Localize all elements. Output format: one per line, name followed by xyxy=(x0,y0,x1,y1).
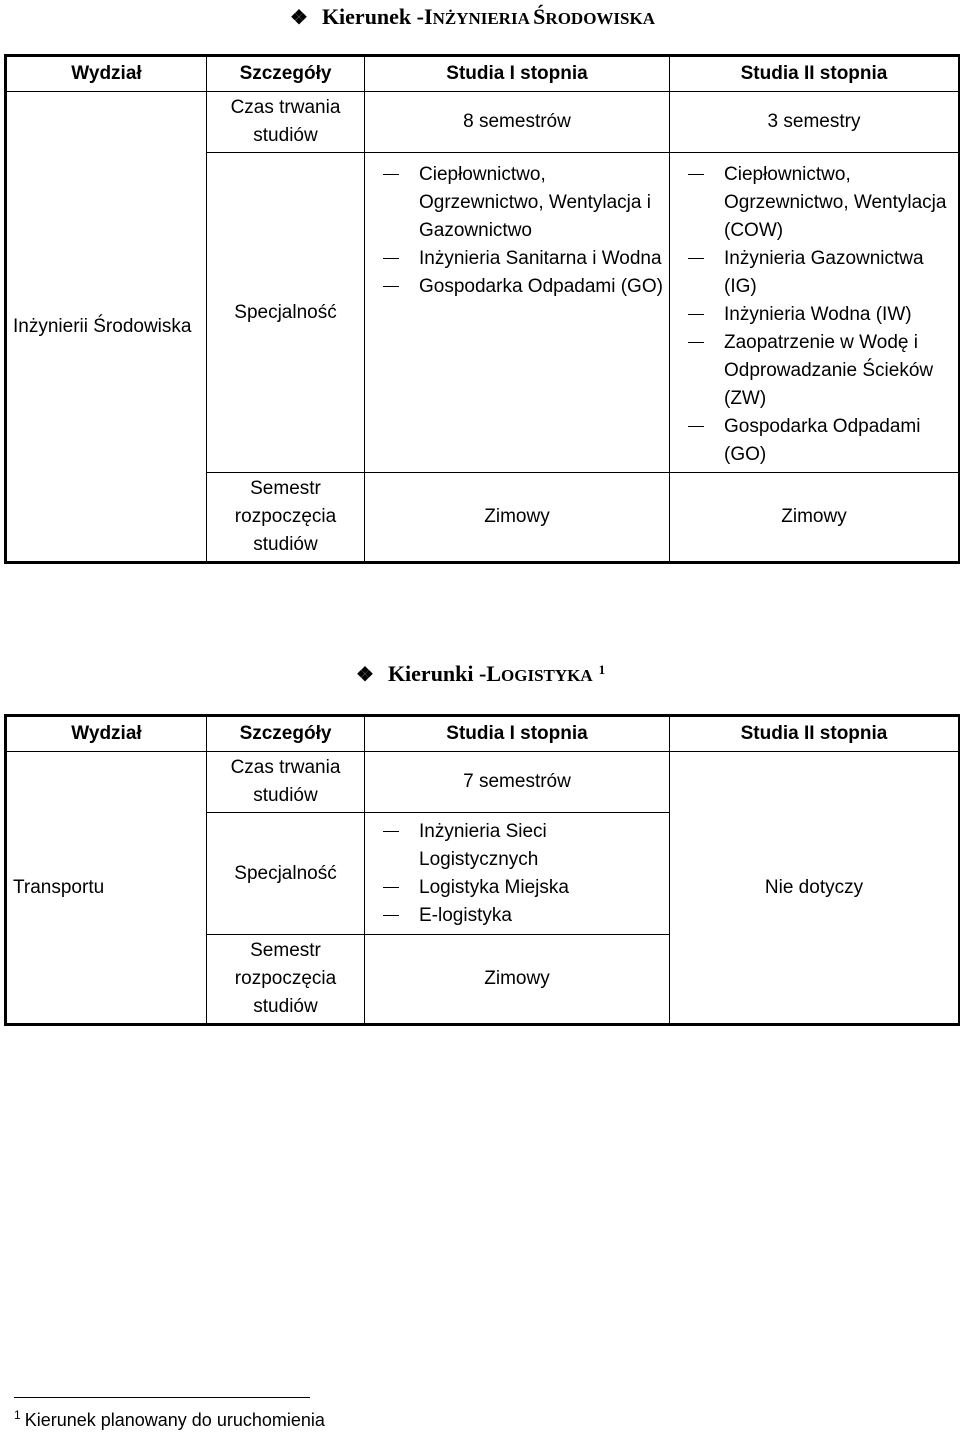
duration-label: Czas trwania studiów xyxy=(207,752,365,813)
duration-label: Czas trwania studiów xyxy=(207,92,365,153)
specialties-second-degree xyxy=(670,153,960,473)
list-item: Zaopatrzenie w Wodę i Odprowadzanie Ścieków (ZW) xyxy=(682,329,952,413)
start-semester-label: Semestr rozpoczęcia studiów xyxy=(207,935,365,1025)
footnote-text: Kierunek planowany do uruchomienia xyxy=(24,1410,325,1430)
faculty-cell: Transportu xyxy=(6,752,207,1025)
footnote-separator xyxy=(14,1397,310,1398)
start-second-degree: Zimowy xyxy=(670,473,960,563)
heading-name: INŻYNIERIA ŚRODOWISKA xyxy=(424,4,655,29)
header-details: Szczegóły xyxy=(207,56,365,92)
list-item: Inżynieria Gazownictwa (IG) xyxy=(682,245,952,301)
table-logistics xyxy=(4,714,960,1026)
diamond-bullet-icon: ❖ xyxy=(290,6,308,29)
list-item: Gospodarka Odpadami (GO) xyxy=(377,273,663,301)
list-item: Inżynieria Wodna (IW) xyxy=(682,301,952,329)
table-environmental-engineering xyxy=(4,54,960,564)
table-row xyxy=(6,92,960,153)
specialty-label: Specjalność xyxy=(207,153,365,473)
header-first-degree: Studia I stopnia xyxy=(365,716,670,752)
specialty-label: Specjalność xyxy=(207,813,365,935)
footnote xyxy=(14,1408,325,1431)
header-faculty: Wydział xyxy=(6,56,207,92)
list-item: Inżynieria Sanitarna i Wodna xyxy=(377,245,663,273)
heading-prefix: Kierunki - xyxy=(387,661,487,686)
heading-prefix: Kierunek - xyxy=(321,4,424,29)
specialties-first-degree xyxy=(365,153,670,473)
table-header-row xyxy=(6,56,960,92)
list-item: E-logistyka xyxy=(377,902,663,930)
header-second-degree: Studia II stopnia xyxy=(670,56,960,92)
footnote-reference[interactable]: 1 xyxy=(598,662,606,677)
footnote-number: 1 xyxy=(14,1408,21,1422)
list-item: Logistyka Miejska xyxy=(377,874,663,902)
diamond-bullet-icon: ❖ xyxy=(356,663,374,686)
specialties-first-degree xyxy=(365,813,670,935)
header-details: Szczegóły xyxy=(207,716,365,752)
header-first-degree: Studia I stopnia xyxy=(365,56,670,92)
duration-first-degree: 8 semestrów xyxy=(365,92,670,153)
start-first-degree: Zimowy xyxy=(365,473,670,563)
faculty-cell: Inżynierii Środowiska xyxy=(6,92,207,563)
header-faculty: Wydział xyxy=(6,716,207,752)
heading-name: LOGISTYKA xyxy=(486,661,593,686)
list-item: Inżynieria Sieci Logistycznych xyxy=(377,818,663,874)
duration-first-degree: 7 semestrów xyxy=(365,752,670,813)
section-heading-environmental xyxy=(290,2,655,32)
table-row xyxy=(6,752,960,813)
duration-second-degree: 3 semestry xyxy=(670,92,960,153)
start-semester-label: Semestr rozpoczęcia studiów xyxy=(207,473,365,563)
list-item: Gospodarka Odpadami (GO) xyxy=(682,413,952,469)
start-first-degree: Zimowy xyxy=(365,935,670,1025)
list-item: Ciepłownictwo, Ogrzewnictwo, Wentylacja i Gazownictwo xyxy=(377,161,663,245)
second-degree-not-applicable: Nie dotyczy xyxy=(670,752,960,1025)
table-header-row xyxy=(6,716,960,752)
section-heading-logistics xyxy=(356,658,605,690)
header-second-degree: Studia II stopnia xyxy=(670,716,960,752)
list-item: Ciepłownictwo, Ogrzewnictwo, Wentylacja (COW) xyxy=(682,161,952,245)
